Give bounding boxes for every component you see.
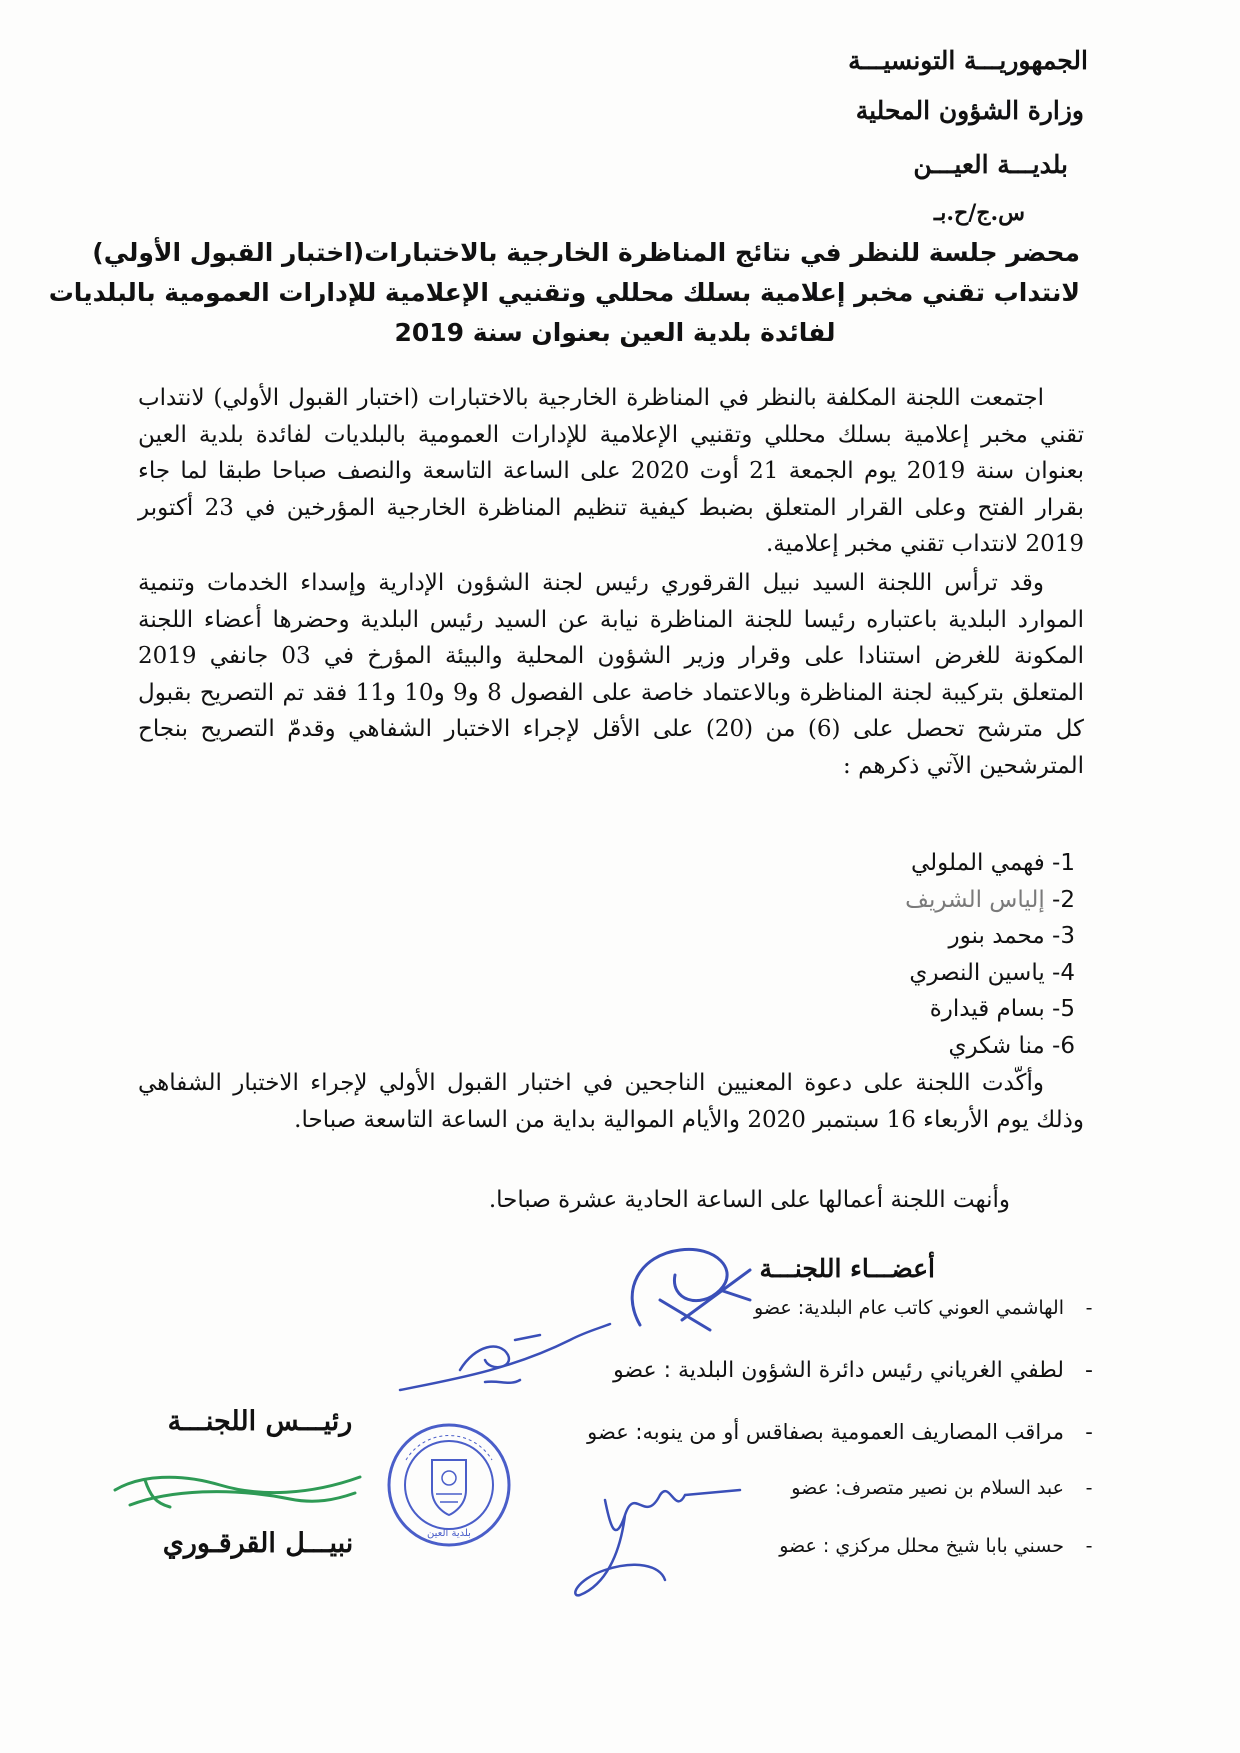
candidate-name: فهمي الملولي xyxy=(910,850,1045,876)
title-line-3: لفائدة بلدية العين بعنوان سنة 2019 xyxy=(394,318,836,347)
member-text: الهاشمي العوني كاتب عام البلدية: عضو xyxy=(754,1297,1064,1319)
header-republic: الجمهوريـــة التونسيـــة xyxy=(848,46,1088,75)
president-title: رئيـــس اللجنـــة xyxy=(167,1406,353,1437)
member-text: مراقب المصاريف العمومية بصفاقس أو من ينوبه: عضو xyxy=(587,1420,1064,1444)
member-dash: - xyxy=(1085,1477,1093,1499)
candidate-name: منا شكري xyxy=(948,1032,1045,1059)
list-item xyxy=(905,991,1075,1028)
title-line-1: محضر جلسة للنظر في نتائج المناظرة الخارجية بالاختبارات(اختبار القبول الأولي) xyxy=(92,238,1080,267)
member-line xyxy=(613,1358,1100,1383)
list-item xyxy=(905,882,1075,919)
president-name: نبيـــل القرقـوري xyxy=(162,1528,354,1559)
member-line xyxy=(754,1297,1100,1319)
candidate-number: 2- xyxy=(1052,886,1075,913)
member-dash: - xyxy=(1085,1535,1093,1557)
paragraph-oral-exam: وأكّدت اللجنة على دعوة المعنيين الناجحين في اختبار القبول الأولي لإجراء الاختبار الشفاهي وذلك يوم الأربعاء 16 سبتمبر 2020 والأيام الموالية بداية من الساعة التاسعة صباحا. xyxy=(138,1070,1084,1133)
candidate-name: محمد بنور xyxy=(948,923,1045,949)
signature-president xyxy=(110,1455,380,1525)
candidates-list xyxy=(905,845,1075,1064)
member-text: حسني بابا شيخ محلل مركزي : عضو xyxy=(779,1535,1064,1557)
list-item xyxy=(905,955,1075,992)
candidate-number: 1- xyxy=(1052,850,1075,876)
signature-member-2 xyxy=(390,1310,620,1400)
member-text: لطفي الغرياني رئيس دائرة الشؤون البلدية : عضو xyxy=(613,1358,1064,1383)
list-item xyxy=(905,918,1075,955)
member-text: عبد السلام بن نصير متصرف: عضو xyxy=(791,1477,1064,1499)
candidate-number: 4- xyxy=(1052,959,1075,986)
signature-member-4 xyxy=(565,1455,765,1605)
candidate-name: ياسين النصري xyxy=(909,959,1045,986)
member-line xyxy=(587,1420,1100,1444)
member-line xyxy=(779,1535,1100,1557)
member-dash: - xyxy=(1085,1358,1093,1383)
paragraph-meeting: اجتمعت اللجنة المكلفة بالنظر في المناظرة الخارجية بالاختبارات (اختبار القبول الأولي) لانتداب تقني مخبر إعلامية بسلك محللي وتقنيي الإعلامية للإدارات العمومية بالبلديات لفائدة بلدية العين بعنوان سنة 2019 يوم الجمعة 21 أوت 2020 على الساعة التاسعة والنصف صباحا طبقا لما جاء بقرار الفتح وعلى القرار المتعلق بضبط كيفية تنظيم المناظرة الخارجية المؤرخين في 23 أكتوبر 2019 لانتداب تقني مخبر إعلامية. xyxy=(138,385,1084,557)
candidate-number: 5- xyxy=(1052,996,1075,1022)
official-stamp xyxy=(384,1420,514,1550)
member-line xyxy=(791,1477,1100,1499)
list-item xyxy=(905,1028,1075,1065)
stamp-text: بلدية العين xyxy=(427,1528,471,1539)
header-ministry: وزارة الشؤون المحلية xyxy=(855,96,1084,125)
member-dash: - xyxy=(1085,1297,1093,1319)
candidate-name: بسام قيدارة xyxy=(929,996,1045,1022)
candidate-number: 6- xyxy=(1052,1032,1075,1059)
header-reference: س.ج/ح.بـ xyxy=(933,200,1025,226)
list-item xyxy=(905,845,1075,882)
paragraph-closing: وأنهت اللجنة أعمالها على الساعة الحادية عشرة صباحا. xyxy=(488,1187,1010,1213)
member-dash: - xyxy=(1085,1420,1093,1444)
signature-member-1 xyxy=(600,1230,790,1340)
members-heading: أعضـــاء اللجنـــة xyxy=(759,1254,935,1283)
header-municipality: بلديـــة العيـــن xyxy=(913,150,1068,179)
paragraph-committee: وقد ترأس اللجنة السيد نبيل القرقوري رئيس لجنة الشؤون الإدارية وإسداء الخدمات وتنمية الموارد البلدية باعتباره رئيسا للجنة المناظرة نيابة عن السيد رئيس البلدية وحضرها أعضاء اللجنة المكونة للغرض استنادا على وقرار وزير الشؤون المحلية والبيئة المؤرخ في 03 جانفي 2019 المتعلق بتركيبة لجنة المناظرة وبالاعتماد خاصة على الفصول 8 و9 و10 و11 فقد تم التصريح بقبول كل مترشح تحصل على (6) من (20) على الأقل لإجراء الاختبار الشفاهي وقدمّ التصريح بنجاح المترشحين الآتي ذكرهم : xyxy=(138,570,1085,779)
candidate-number: 3- xyxy=(1052,923,1075,949)
candidate-name: إلياس الشريف xyxy=(905,886,1045,913)
title-line-2: لانتداب تقني مخبر إعلامية بسلك محللي وتقنيي الإعلامية للإدارات العمومية بالبلديات xyxy=(48,278,1080,307)
